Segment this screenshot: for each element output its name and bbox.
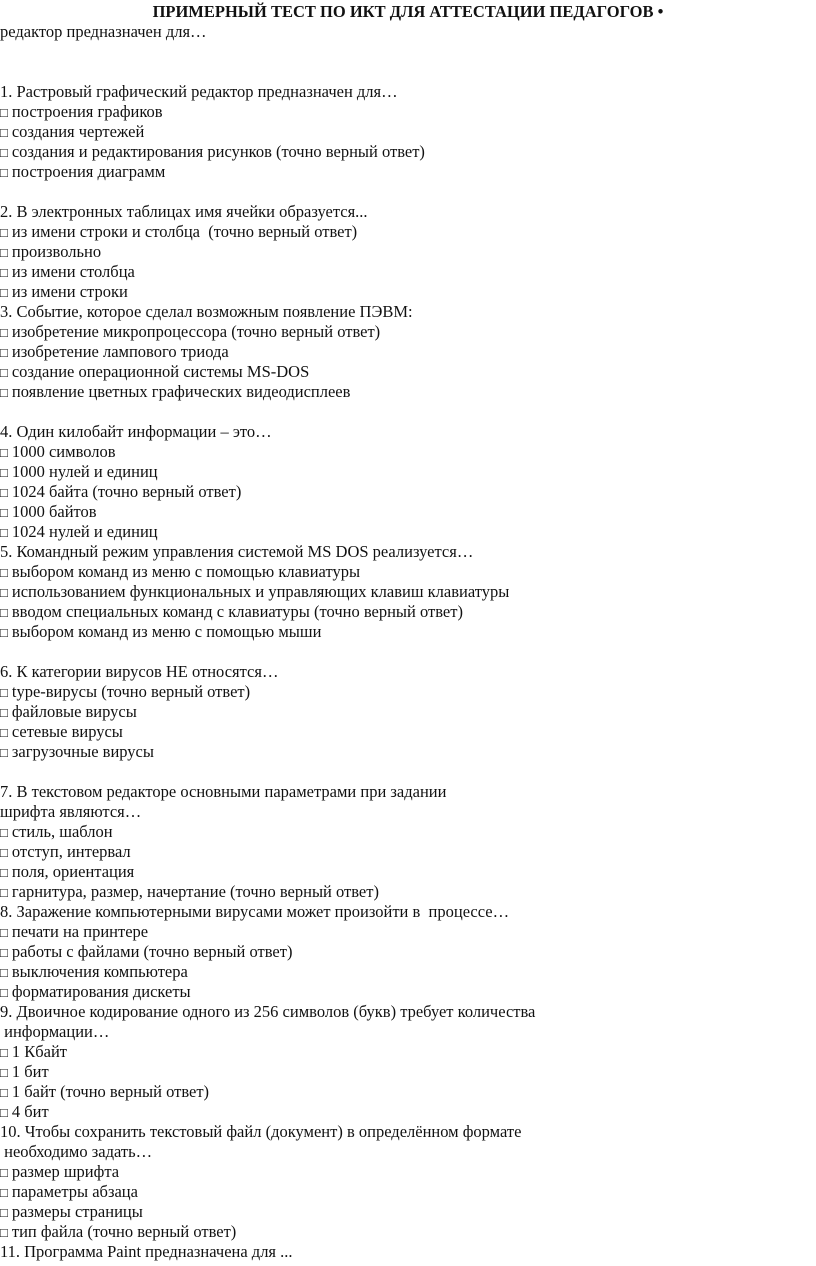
checkbox-icon[interactable]: □ <box>0 465 8 480</box>
option-label: размер шрифта <box>11 1162 120 1181</box>
option-label: изобретение лампового триода <box>11 342 229 361</box>
checkbox-icon[interactable]: □ <box>0 365 8 380</box>
checkbox-icon[interactable]: □ <box>0 685 8 700</box>
option-label: размеры страницы <box>11 1202 143 1221</box>
checkbox-icon[interactable]: □ <box>0 445 8 460</box>
answer-option[interactable] <box>0 362 816 382</box>
question-4 <box>0 422 816 542</box>
question-text: 9. Двоичное кодирование одного из 256 символов (букв) требует количества <box>0 1002 536 1021</box>
option-label: использованием функциональных и управляющих клавиш клавиатуры <box>11 582 510 601</box>
question-text: 10. Чтобы сохранить текстовый файл (документ) в определённом формате <box>0 1122 522 1141</box>
answer-option[interactable] <box>0 922 816 942</box>
checkbox-icon[interactable]: □ <box>0 525 8 540</box>
checkbox-icon[interactable]: □ <box>0 1165 8 1180</box>
option-label: 1 байт (точно верный ответ) <box>11 1082 210 1101</box>
checkbox-icon[interactable]: □ <box>0 325 8 340</box>
checkbox-icon[interactable]: □ <box>0 725 8 740</box>
blank-line <box>0 402 816 422</box>
checkbox-icon[interactable]: □ <box>0 825 8 840</box>
question-text: информации… <box>0 1022 110 1041</box>
question-text: 7. В текстовом редакторе основными параметрами при задании <box>0 782 447 801</box>
option-label: параметры абзаца <box>11 1182 138 1201</box>
checkbox-icon[interactable]: □ <box>0 625 8 640</box>
option-label: 4 бит <box>11 1102 49 1121</box>
blank-line <box>0 182 816 202</box>
answer-option[interactable] <box>0 562 816 582</box>
answer-option[interactable] <box>0 462 816 482</box>
answer-option[interactable] <box>0 1102 816 1122</box>
question-text: 3. Событие, которое сделал возможным появление ПЭВМ: <box>0 302 413 321</box>
checkbox-icon[interactable]: □ <box>0 945 8 960</box>
checkbox-icon[interactable]: □ <box>0 565 8 580</box>
option-label: из имени строки и столбца (точно верный ответ) <box>11 222 358 241</box>
answer-option[interactable] <box>0 1082 816 1102</box>
option-label: из имени строки <box>11 282 128 301</box>
option-label: работы с файлами (точно верный ответ) <box>11 942 293 961</box>
answer-option[interactable] <box>0 282 816 302</box>
option-label: создания чертежей <box>11 122 145 141</box>
question-text: необходимо задать… <box>0 1142 153 1161</box>
question-text: 6. К категории вирусов НЕ относятся… <box>0 662 279 681</box>
option-label: стиль, шаблон <box>11 822 113 841</box>
answer-option[interactable] <box>0 1222 816 1242</box>
option-label: тип файла (точно верный ответ) <box>11 1222 237 1241</box>
question-11 <box>0 1242 816 1262</box>
question-9 <box>0 1002 816 1122</box>
answer-option[interactable] <box>0 1062 816 1082</box>
answer-option[interactable] <box>0 102 816 122</box>
answer-option[interactable] <box>0 142 816 162</box>
checkbox-icon[interactable]: □ <box>0 385 8 400</box>
checkbox-icon[interactable]: □ <box>0 1105 8 1120</box>
answer-option[interactable] <box>0 822 816 842</box>
option-label: 1024 байта (точно верный ответ) <box>11 482 242 501</box>
question-text: 4. Один килобайт информации – это… <box>0 422 272 441</box>
answer-option[interactable] <box>0 582 816 602</box>
option-label: гарнитура, размер, начертание (точно верный ответ) <box>11 882 379 901</box>
option-label: загрузочные вирусы <box>11 742 154 761</box>
question-3 <box>0 302 816 422</box>
option-label: выбором команд из меню с помощью клавиатуры <box>11 562 361 581</box>
checkbox-icon[interactable]: □ <box>0 165 8 180</box>
checkbox-icon[interactable]: □ <box>0 965 8 980</box>
checkbox-icon[interactable]: □ <box>0 925 8 940</box>
answer-option[interactable] <box>0 842 816 862</box>
checkbox-icon[interactable]: □ <box>0 145 8 160</box>
checkbox-icon[interactable]: □ <box>0 225 8 240</box>
question-5 <box>0 542 816 662</box>
answer-option[interactable] <box>0 122 816 142</box>
answer-option[interactable] <box>0 722 816 742</box>
answer-option[interactable] <box>0 342 816 362</box>
option-label: печати на принтере <box>11 922 149 941</box>
checkbox-icon[interactable]: □ <box>0 1225 8 1240</box>
question-text: 1. Растровый графический редактор предназначен для… <box>0 82 398 101</box>
answer-option[interactable] <box>0 262 816 282</box>
blank-line <box>0 642 816 662</box>
answer-option[interactable] <box>0 1042 816 1062</box>
answer-option[interactable] <box>0 442 816 462</box>
checkbox-icon[interactable]: □ <box>0 1065 8 1080</box>
question-10 <box>0 1122 816 1242</box>
checkbox-icon[interactable]: □ <box>0 885 8 900</box>
answer-option[interactable] <box>0 682 816 702</box>
answer-option[interactable] <box>0 602 816 622</box>
checkbox-icon[interactable]: □ <box>0 985 8 1000</box>
option-label: создание операционной системы MS-DOS <box>11 362 310 381</box>
answer-option[interactable] <box>0 382 816 402</box>
answer-option[interactable] <box>0 942 816 962</box>
option-label: 1000 нулей и единиц <box>11 462 158 481</box>
checkbox-icon[interactable]: □ <box>0 865 8 880</box>
question-text: 8. Заражение компьютерными вирусами может произойти в процессе… <box>0 902 510 921</box>
document <box>0 2 816 1262</box>
checkbox-icon[interactable]: □ <box>0 745 8 760</box>
checkbox-icon[interactable]: □ <box>0 585 8 600</box>
option-label: построения графиков <box>11 102 163 121</box>
answer-option[interactable] <box>0 622 816 642</box>
option-label: 1024 нулей и единиц <box>11 522 158 541</box>
question-6 <box>0 662 816 782</box>
question-8 <box>0 902 816 1002</box>
checkbox-icon[interactable]: □ <box>0 845 8 860</box>
answer-option[interactable] <box>0 322 816 342</box>
answer-option[interactable] <box>0 502 816 522</box>
checkbox-icon[interactable]: □ <box>0 1085 8 1100</box>
answer-option[interactable] <box>0 1182 816 1202</box>
question-text: 11. Программа Paint предназначена для ... <box>0 1242 293 1261</box>
question-2 <box>0 202 816 302</box>
question-1 <box>0 82 816 202</box>
answer-option[interactable] <box>0 242 816 262</box>
option-label: файловые вирусы <box>11 702 137 721</box>
option-label: произвольно <box>11 242 102 261</box>
option-label: 1 Кбайт <box>11 1042 67 1061</box>
checkbox-icon[interactable]: □ <box>0 1185 8 1200</box>
option-label: поля, ориентация <box>11 862 135 881</box>
answer-option[interactable] <box>0 222 816 242</box>
option-label: вводом специальных команд с клавиатуры (точно верный ответ) <box>11 602 463 621</box>
question-text: 2. В электронных таблицах имя ячейки образуется... <box>0 202 368 221</box>
question-text: 5. Командный режим управления системой MS DOS реализуется… <box>0 542 474 561</box>
option-label: 1 бит <box>11 1062 49 1081</box>
answer-option[interactable] <box>0 162 816 182</box>
question-7 <box>0 782 816 902</box>
option-label: изобретение микропроцессора (точно верный ответ) <box>11 322 381 341</box>
option-label: появление цветных графических видеодисплеев <box>11 382 351 401</box>
checkbox-icon[interactable]: □ <box>0 485 8 500</box>
title-text: ПРИМЕРНЫЙ ТЕСТ ПО ИКТ ДЛЯ АТТЕСТАЦИИ ПЕДАГОГОВ • <box>152 2 664 21</box>
option-label: отступ, интервал <box>11 842 131 861</box>
checkbox-icon[interactable]: □ <box>0 605 8 620</box>
answer-option[interactable] <box>0 702 816 722</box>
answer-option[interactable] <box>0 482 816 502</box>
answer-option[interactable] <box>0 882 816 902</box>
question-list <box>0 82 816 1262</box>
blank-line <box>0 762 816 782</box>
checkbox-icon[interactable]: □ <box>0 1045 8 1060</box>
option-label: type-вирусы (точно верный ответ) <box>11 682 251 701</box>
blank-line <box>0 42 816 62</box>
checkbox-icon[interactable]: □ <box>0 345 8 360</box>
checkbox-icon[interactable]: □ <box>0 285 8 300</box>
option-label: форматирования дискеты <box>11 982 191 1001</box>
checkbox-icon[interactable]: □ <box>0 245 8 260</box>
answer-option[interactable] <box>0 742 816 762</box>
question-text: шрифта являются… <box>0 802 142 821</box>
answer-option[interactable] <box>0 862 816 882</box>
checkbox-icon[interactable]: □ <box>0 505 8 520</box>
option-label: 1000 байтов <box>11 502 97 521</box>
answer-option[interactable] <box>0 962 816 982</box>
option-label: сетевые вирусы <box>11 722 123 741</box>
answer-option[interactable] <box>0 1202 816 1222</box>
checkbox-icon[interactable]: □ <box>0 125 8 140</box>
checkbox-icon[interactable]: □ <box>0 705 8 720</box>
answer-option[interactable] <box>0 522 816 542</box>
option-label: 1000 символов <box>11 442 116 461</box>
checkbox-icon[interactable]: □ <box>0 105 8 120</box>
checkbox-icon[interactable]: □ <box>0 265 8 280</box>
option-label: выбором команд из меню с помощью мыши <box>11 622 322 641</box>
intro-text: редактор предназначен для… <box>0 22 207 41</box>
option-label: выключения компьютера <box>11 962 188 981</box>
document-title <box>0 2 816 22</box>
option-label: из имени столбца <box>11 262 135 281</box>
option-label: создания и редактирования рисунков (точно верный ответ) <box>11 142 425 161</box>
answer-option[interactable] <box>0 1162 816 1182</box>
blank-line <box>0 62 816 82</box>
answer-option[interactable] <box>0 982 816 1002</box>
option-label: построения диаграмм <box>11 162 166 181</box>
checkbox-icon[interactable]: □ <box>0 1205 8 1220</box>
